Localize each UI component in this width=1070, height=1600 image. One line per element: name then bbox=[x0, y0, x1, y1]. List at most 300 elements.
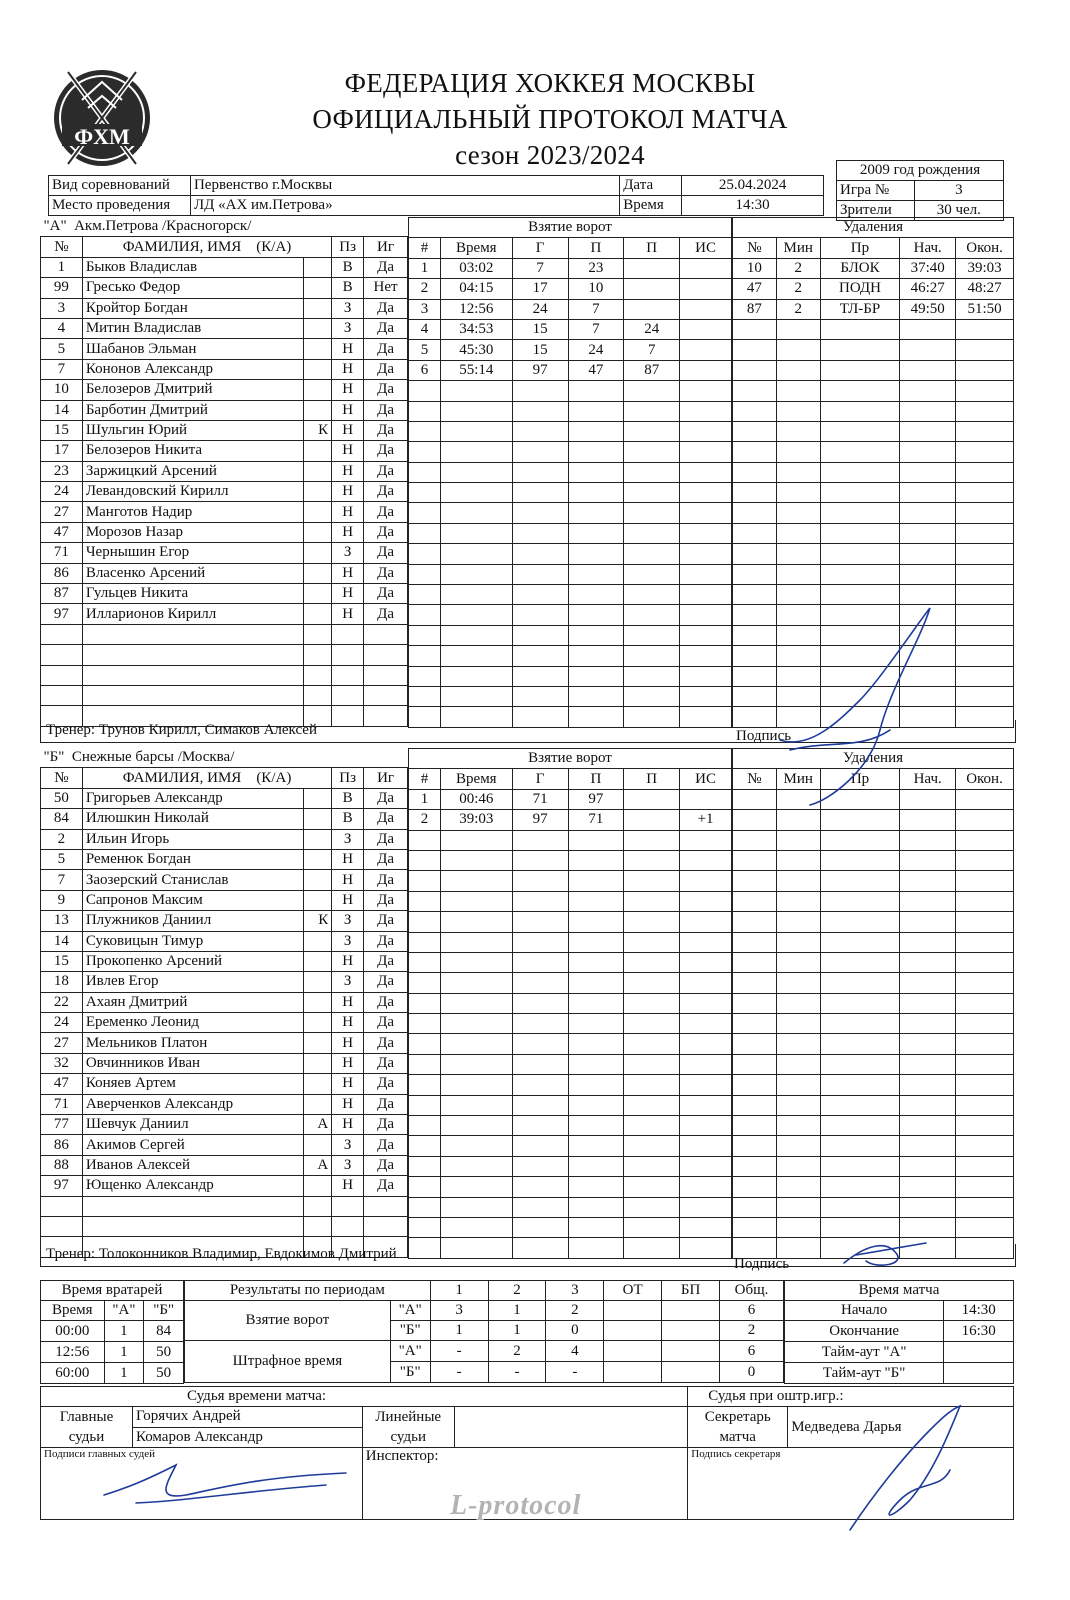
penalty-end bbox=[956, 1217, 1014, 1237]
penalty-player bbox=[733, 850, 777, 870]
penalty-row bbox=[733, 360, 1014, 380]
goalie-time-table bbox=[40, 1280, 184, 1384]
player-role bbox=[304, 604, 332, 624]
goal-scorer bbox=[512, 686, 568, 706]
penalty-reason bbox=[820, 483, 900, 503]
goals-a-cell: 2 bbox=[546, 1301, 604, 1321]
penalty-end bbox=[956, 401, 1014, 421]
player-row bbox=[41, 1196, 408, 1216]
pen-title-b: Удаления bbox=[733, 749, 1014, 769]
penalty-start bbox=[900, 544, 956, 564]
player-row bbox=[41, 911, 408, 931]
player-role bbox=[304, 931, 332, 951]
goals-a-total: 6 bbox=[720, 1301, 784, 1321]
penalty-reason bbox=[820, 912, 900, 932]
goal-time bbox=[440, 625, 512, 645]
penalty-reason bbox=[820, 1075, 900, 1095]
goal-situation bbox=[680, 973, 732, 993]
goal-scorer bbox=[512, 646, 568, 666]
player-role bbox=[304, 992, 332, 1012]
penalty-reason bbox=[820, 544, 900, 564]
player-role: А bbox=[304, 1155, 332, 1175]
penalty-end bbox=[956, 360, 1014, 380]
penalty-reason bbox=[820, 523, 900, 543]
player-number bbox=[41, 645, 83, 665]
player-role bbox=[304, 870, 332, 890]
goal-assist-2: 87 bbox=[624, 360, 680, 380]
secretary-label: Секретарь матча bbox=[688, 1407, 788, 1448]
goal-scorer bbox=[512, 1136, 568, 1156]
goal-number bbox=[409, 912, 441, 932]
match-info-table bbox=[48, 175, 824, 216]
goal-assist-1 bbox=[568, 1197, 624, 1217]
goal-col-p2: П bbox=[624, 238, 680, 258]
goal-scorer bbox=[512, 871, 568, 891]
penalty-minutes bbox=[776, 871, 820, 891]
pen-col-end: Окон. bbox=[956, 238, 1014, 258]
goal-assist-2 bbox=[624, 891, 680, 911]
penalty-reason bbox=[820, 401, 900, 421]
player-position: Н bbox=[332, 420, 364, 440]
player-played: Да bbox=[364, 972, 408, 992]
goal-time: 04:15 bbox=[440, 279, 512, 299]
player-played: Да bbox=[364, 951, 408, 971]
penalty-reason bbox=[820, 830, 900, 850]
player-position: Н bbox=[332, 1176, 364, 1196]
goal-number: 2 bbox=[409, 279, 441, 299]
penalty-player bbox=[733, 319, 777, 339]
goal-assist-1 bbox=[568, 952, 624, 972]
penalty-minutes bbox=[776, 340, 820, 360]
goal-assist-2 bbox=[624, 381, 680, 401]
player-role bbox=[304, 890, 332, 910]
player-name: Гресько Федор bbox=[82, 278, 303, 298]
penalty-minutes bbox=[776, 1075, 820, 1095]
goal-row bbox=[409, 1034, 732, 1054]
penalty-start bbox=[900, 1034, 956, 1054]
goal-assist-2 bbox=[624, 1197, 680, 1217]
main-sign-label: Подписи главных судей bbox=[41, 1448, 363, 1520]
penalty-reason bbox=[820, 564, 900, 584]
goal-assist-1 bbox=[568, 646, 624, 666]
goal-situation bbox=[680, 1197, 732, 1217]
player-role bbox=[304, 1176, 332, 1196]
player-row bbox=[41, 278, 408, 298]
col-pos: Пз bbox=[332, 237, 364, 257]
pen-col-reason: Пр bbox=[820, 238, 900, 258]
pim-b-cell: - bbox=[430, 1362, 488, 1383]
penalty-player bbox=[733, 544, 777, 564]
penalty-start bbox=[900, 1136, 956, 1156]
goal-assist-2 bbox=[624, 564, 680, 584]
player-role bbox=[304, 318, 332, 338]
goal-situation bbox=[680, 625, 732, 645]
date-value: 25.04.2024 bbox=[682, 176, 824, 196]
penalty-row bbox=[733, 442, 1014, 462]
penalty-start: 49:50 bbox=[900, 299, 956, 319]
goal-assist-2 bbox=[624, 523, 680, 543]
goal-situation bbox=[680, 360, 732, 380]
penalty-end bbox=[956, 1116, 1014, 1136]
goal-assist-2 bbox=[624, 625, 680, 645]
penalty-player bbox=[733, 993, 777, 1013]
player-name bbox=[82, 1196, 303, 1216]
goal-row bbox=[409, 360, 732, 380]
penalty-row bbox=[733, 952, 1014, 972]
player-row bbox=[41, 318, 408, 338]
player-played bbox=[364, 665, 408, 685]
goals-b-cell bbox=[662, 1321, 720, 1341]
penalty-player: 10 bbox=[733, 258, 777, 278]
pim-a-cell bbox=[662, 1341, 720, 1362]
penalty-minutes bbox=[776, 381, 820, 401]
goal-number bbox=[409, 993, 441, 1013]
goal-situation bbox=[680, 544, 732, 564]
goal-number: 3 bbox=[409, 299, 441, 319]
player-role bbox=[304, 441, 332, 461]
penalty-minutes bbox=[776, 850, 820, 870]
player-role bbox=[304, 1196, 332, 1216]
goal-time: 00:46 bbox=[440, 789, 512, 809]
goal-row bbox=[409, 319, 732, 339]
penalty-end bbox=[956, 544, 1014, 564]
penalty-end bbox=[956, 789, 1014, 809]
goal-time: 45:30 bbox=[440, 340, 512, 360]
goal-time bbox=[440, 871, 512, 891]
goal-assist-1: 47 bbox=[568, 360, 624, 380]
federation-title: ФЕДЕРАЦИЯ ХОККЕЯ МОСКВЫ bbox=[344, 68, 756, 98]
goal-number bbox=[409, 462, 441, 482]
player-row bbox=[41, 1135, 408, 1155]
player-row bbox=[41, 359, 408, 379]
player-name: Кононов Александр bbox=[82, 359, 303, 379]
penalty-player bbox=[733, 503, 777, 523]
goal-scorer: 7 bbox=[512, 258, 568, 278]
penalty-start bbox=[900, 993, 956, 1013]
goal-assist-2 bbox=[624, 401, 680, 421]
penalty-reason bbox=[820, 319, 900, 339]
goal-scorer: 15 bbox=[512, 340, 568, 360]
penalty-player bbox=[733, 1075, 777, 1095]
goal-assist-2 bbox=[624, 544, 680, 564]
player-number: 84 bbox=[41, 809, 83, 829]
goals-title-a: Взятие ворот bbox=[409, 218, 732, 238]
player-row bbox=[41, 1115, 408, 1135]
goals-title-b: Взятие ворот bbox=[409, 749, 732, 769]
goal-assist-2 bbox=[624, 666, 680, 686]
goal-row bbox=[409, 503, 732, 523]
goal-time: 03:02 bbox=[440, 258, 512, 278]
goal-situation bbox=[680, 299, 732, 319]
penalty-end bbox=[956, 891, 1014, 911]
venue-value: ЛД «АХ им.Петрова» bbox=[190, 196, 619, 216]
goal-situation bbox=[680, 686, 732, 706]
goal-situation bbox=[680, 503, 732, 523]
penalty-reason bbox=[820, 1116, 900, 1136]
player-name: Заозерский Станислав bbox=[82, 870, 303, 890]
player-number: 15 bbox=[41, 951, 83, 971]
goal-assist-1: 10 bbox=[568, 279, 624, 299]
player-number: 17 bbox=[41, 441, 83, 461]
penalty-row bbox=[733, 462, 1014, 482]
goal-number bbox=[409, 544, 441, 564]
penalty-start: 37:40 bbox=[900, 258, 956, 278]
goal-assist-1 bbox=[568, 1156, 624, 1176]
goal-row bbox=[409, 442, 732, 462]
spectators-value: 30 чел. bbox=[914, 201, 1003, 221]
penalty-start bbox=[900, 523, 956, 543]
penalty-minutes bbox=[776, 421, 820, 441]
player-row bbox=[41, 849, 408, 869]
pim-a-cell: 2 bbox=[488, 1341, 546, 1362]
player-number: 87 bbox=[41, 584, 83, 604]
penalty-reason bbox=[820, 1054, 900, 1074]
player-row bbox=[41, 665, 408, 685]
goal-scorer bbox=[512, 666, 568, 686]
player-row bbox=[41, 992, 408, 1012]
penalty-end bbox=[956, 523, 1014, 543]
player-position: Н bbox=[332, 522, 364, 542]
player-role bbox=[304, 482, 332, 502]
player-role bbox=[304, 788, 332, 808]
goal-assist-1 bbox=[568, 1034, 624, 1054]
team-b-name: Снежные барсы /Москва/ bbox=[71, 749, 235, 766]
penalty-minutes bbox=[776, 1197, 820, 1217]
penalty-row bbox=[733, 340, 1014, 360]
watermark: L-protocol bbox=[450, 1490, 582, 1521]
player-name: Ахаян Дмитрий bbox=[82, 992, 303, 1012]
penalty-start bbox=[900, 360, 956, 380]
goal-time bbox=[440, 686, 512, 706]
goal-number bbox=[409, 585, 441, 605]
goal-number bbox=[409, 871, 441, 891]
penalty-row bbox=[733, 1095, 1014, 1115]
goal-scorer bbox=[512, 401, 568, 421]
goal-scorer bbox=[512, 585, 568, 605]
penalty-minutes bbox=[776, 442, 820, 462]
penalty-reason bbox=[820, 850, 900, 870]
goal-situation bbox=[680, 605, 732, 625]
goal-situation bbox=[680, 871, 732, 891]
goal-situation bbox=[680, 666, 732, 686]
penalty-start bbox=[900, 483, 956, 503]
player-role bbox=[304, 809, 332, 829]
goal-scorer: 24 bbox=[512, 299, 568, 319]
player-name: Иванов Алексей bbox=[82, 1155, 303, 1175]
start-value: 14:30 bbox=[944, 1301, 1014, 1321]
penalty-start bbox=[900, 952, 956, 972]
player-row bbox=[41, 461, 408, 481]
player-played: Да bbox=[364, 1074, 408, 1094]
goal-time bbox=[440, 544, 512, 564]
player-number: 97 bbox=[41, 604, 83, 624]
goal-time bbox=[440, 1054, 512, 1074]
competition-label: Вид соревнований bbox=[49, 176, 191, 196]
team-a-roster bbox=[40, 217, 408, 727]
penalty-player bbox=[733, 564, 777, 584]
goal-scorer bbox=[512, 1116, 568, 1136]
goal-situation bbox=[680, 340, 732, 360]
player-role bbox=[304, 849, 332, 869]
goal-assist-1 bbox=[568, 483, 624, 503]
penalty-end bbox=[956, 993, 1014, 1013]
penalty-player bbox=[733, 912, 777, 932]
player-name: Морозов Назар bbox=[82, 522, 303, 542]
goals-b-cell: 1 bbox=[488, 1321, 546, 1341]
goal-scorer bbox=[512, 523, 568, 543]
goal-row bbox=[409, 666, 732, 686]
penalty-reason bbox=[820, 340, 900, 360]
goals-a-cell bbox=[604, 1301, 662, 1321]
goal-number bbox=[409, 932, 441, 952]
player-played: Да bbox=[364, 1013, 408, 1033]
player-number: 27 bbox=[41, 502, 83, 522]
player-row bbox=[41, 441, 408, 461]
player-row bbox=[41, 890, 408, 910]
player-role bbox=[304, 380, 332, 400]
player-row bbox=[41, 604, 408, 624]
penalty-row bbox=[733, 299, 1014, 319]
penalty-player bbox=[733, 932, 777, 952]
goal-assist-1 bbox=[568, 1136, 624, 1156]
player-played: Да bbox=[364, 1094, 408, 1114]
penalty-minutes bbox=[776, 544, 820, 564]
goal-assist-1 bbox=[568, 686, 624, 706]
goal-assist-2 bbox=[624, 605, 680, 625]
team-a-mark: "А" bbox=[390, 1301, 430, 1321]
penalty-start bbox=[900, 564, 956, 584]
player-number: 1 bbox=[41, 257, 83, 277]
goal-row bbox=[409, 810, 732, 830]
goal-row bbox=[409, 1014, 732, 1034]
goal-scorer bbox=[512, 1054, 568, 1074]
goal-assist-2 bbox=[624, 993, 680, 1013]
player-position: В bbox=[332, 788, 364, 808]
penalty-minutes bbox=[776, 932, 820, 952]
player-position: З bbox=[332, 972, 364, 992]
goal-time bbox=[440, 850, 512, 870]
goal-scorer bbox=[512, 462, 568, 482]
goal-assist-2 bbox=[624, 442, 680, 462]
goal-scorer bbox=[512, 381, 568, 401]
penalty-end bbox=[956, 483, 1014, 503]
player-number: 18 bbox=[41, 972, 83, 992]
penalty-player bbox=[733, 421, 777, 441]
penalty-minutes bbox=[776, 1156, 820, 1176]
player-played: Да bbox=[364, 1033, 408, 1053]
player-position: З bbox=[332, 298, 364, 318]
penalty-end bbox=[956, 871, 1014, 891]
goal-scorer bbox=[512, 850, 568, 870]
goalie-cell: 1 bbox=[104, 1363, 144, 1384]
penalty-row bbox=[733, 1197, 1014, 1217]
goal-time bbox=[440, 1014, 512, 1034]
game-info-table bbox=[836, 160, 1004, 221]
player-row bbox=[41, 1216, 408, 1236]
goal-row bbox=[409, 871, 732, 891]
goal-row bbox=[409, 299, 732, 319]
goal-scorer bbox=[512, 912, 568, 932]
player-name: Кройтор Богдан bbox=[82, 298, 303, 318]
goal-assist-2 bbox=[624, 421, 680, 441]
player-name: Мельников Платон bbox=[82, 1033, 303, 1053]
birth-year: 2009 год рождения bbox=[837, 161, 1004, 181]
penalty-reason: ПОДН bbox=[820, 279, 900, 299]
goal-assist-1 bbox=[568, 932, 624, 952]
player-position: Н bbox=[332, 584, 364, 604]
goal-time bbox=[440, 1156, 512, 1176]
penalty-minutes bbox=[776, 1014, 820, 1034]
goal-situation bbox=[680, 1156, 732, 1176]
player-position: З bbox=[332, 1135, 364, 1155]
player-played: Да bbox=[364, 502, 408, 522]
team-b-mark: "Б" bbox=[390, 1321, 430, 1341]
penalty-reason bbox=[820, 381, 900, 401]
player-position: З bbox=[332, 318, 364, 338]
goal-row bbox=[409, 523, 732, 543]
player-row bbox=[41, 972, 408, 992]
player-number: 7 bbox=[41, 870, 83, 890]
penalty-reason bbox=[820, 1197, 900, 1217]
goal-assist-1 bbox=[568, 1217, 624, 1237]
penalty-player bbox=[733, 871, 777, 891]
season-title: сезон 2023/2024 bbox=[455, 140, 645, 170]
goal-situation bbox=[680, 993, 732, 1013]
time-value: 14:30 bbox=[682, 196, 824, 216]
goal-number bbox=[409, 1177, 441, 1197]
player-position: В bbox=[332, 278, 364, 298]
player-number: 86 bbox=[41, 563, 83, 583]
pim-a-total: 6 bbox=[720, 1341, 784, 1362]
period-col: 2 bbox=[488, 1281, 546, 1301]
player-role bbox=[304, 563, 332, 583]
goal-time: 39:03 bbox=[440, 810, 512, 830]
player-played: Да bbox=[364, 992, 408, 1012]
penalty-end: 51:50 bbox=[956, 299, 1014, 319]
goal-situation bbox=[680, 1034, 732, 1054]
player-name bbox=[82, 665, 303, 685]
player-row bbox=[41, 870, 408, 890]
goal-scorer: 15 bbox=[512, 319, 568, 339]
goal-number bbox=[409, 523, 441, 543]
secretary-name: Медведева Дарья bbox=[788, 1407, 1014, 1448]
penalty-row bbox=[733, 973, 1014, 993]
penalty-minutes bbox=[776, 1116, 820, 1136]
goal-assist-2 bbox=[624, 483, 680, 503]
penalty-end bbox=[956, 666, 1014, 686]
penalty-reason bbox=[820, 503, 900, 523]
player-played: Да bbox=[364, 359, 408, 379]
goalie-col-a: "А" bbox=[104, 1301, 144, 1321]
player-played: Да bbox=[364, 298, 408, 318]
goal-number bbox=[409, 973, 441, 993]
player-number: 5 bbox=[41, 849, 83, 869]
player-position: З bbox=[332, 829, 364, 849]
goal-number bbox=[409, 625, 441, 645]
player-name: Григорьев Александр bbox=[82, 788, 303, 808]
penalty-row bbox=[733, 401, 1014, 421]
goal-assist-2 bbox=[624, 952, 680, 972]
penalty-player bbox=[733, 401, 777, 421]
player-name bbox=[82, 1216, 303, 1236]
goal-row bbox=[409, 625, 732, 645]
goal-assist-2 bbox=[624, 258, 680, 278]
goal-row bbox=[409, 1136, 732, 1156]
penalty-row bbox=[733, 850, 1014, 870]
player-position: Н bbox=[332, 1033, 364, 1053]
player-name: Суковицын Тимур bbox=[82, 931, 303, 951]
goal-assist-2 bbox=[624, 585, 680, 605]
